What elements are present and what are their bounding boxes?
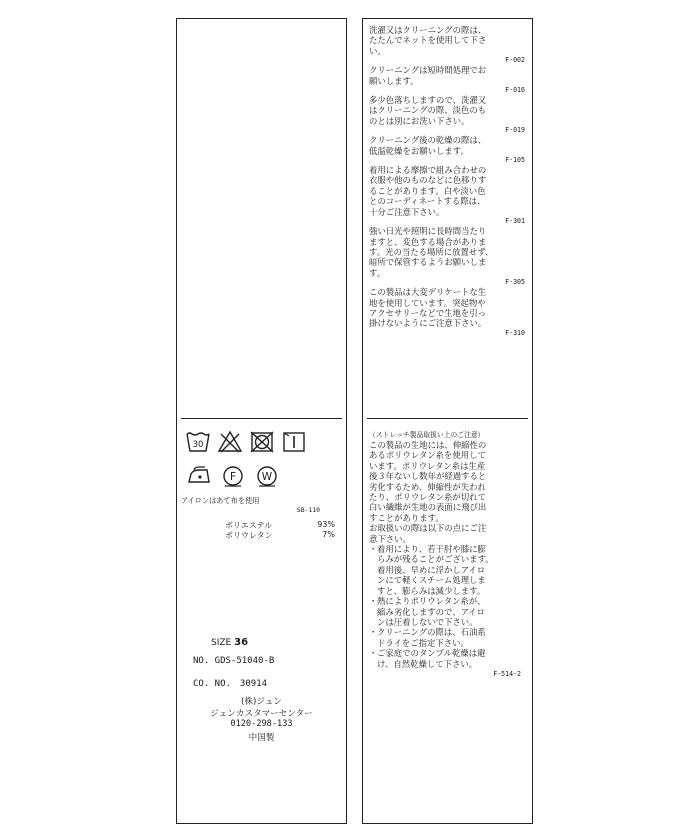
customer-center: ジュンカスタマーセンター [210, 709, 313, 719]
notice-line: 掛けないようにご注意下さい。 [369, 318, 487, 329]
bullet-dot [369, 565, 377, 575]
notice-line: 地を使用しています。突起物や [369, 297, 486, 308]
stretch-bullet-line [369, 586, 527, 596]
dry-clean-f-icon [219, 464, 247, 488]
stretch-notice-bullets [369, 544, 527, 669]
notice-line: 願いします。 [369, 75, 419, 86]
country-of-origin: 中国製 [248, 733, 275, 743]
notice-code: F-305 [505, 278, 525, 287]
fiber-percent: 93% [317, 520, 335, 529]
notice-line: クリーニングは短時間処理でお [369, 65, 487, 76]
fiber-name: ポリエステル [225, 521, 273, 530]
notice-line: アクセサリーなどで生地を引っ [369, 307, 486, 318]
notice-code: F-105 [505, 156, 525, 165]
notice-line: す。 [369, 267, 386, 278]
notice-line: 衣服や他のものなどに色移りす [369, 175, 487, 186]
bullet-dot: ・ [369, 648, 378, 659]
left-divider [181, 418, 342, 419]
bullet-text: らみが残ることがございます。 [377, 554, 494, 565]
stretch-notice-title: （ストレッチ製品取扱い上のご注意） [369, 431, 485, 439]
notice-line: 十分ご注意下さい。 [369, 206, 445, 217]
size-line [211, 637, 248, 648]
notice-block [369, 135, 525, 165]
notice-block [369, 226, 525, 287]
bullet-text: クリーニングの際は、石油系 [377, 627, 486, 638]
stretch-bullet-line [369, 544, 527, 554]
company-number: CO. NO. 30914 [193, 679, 268, 689]
notice-code: F-016 [505, 86, 525, 95]
stretch-bullet-line [369, 607, 527, 617]
iron-low-icon [185, 464, 213, 488]
bullet-dot: ・ [369, 596, 378, 607]
notice-block [369, 95, 525, 135]
bullet-text: ンにて軽くスチーム処理しま [377, 575, 486, 586]
stretch-bullet-line [369, 575, 527, 585]
bullet-text: すと、膨らみは減少します。 [377, 585, 486, 596]
notice-line: とのコーディネートする際は、 [369, 196, 486, 207]
bullet-dot [369, 575, 377, 585]
stretch-bullet-line [369, 565, 527, 575]
stretch-bullet-line [369, 627, 527, 637]
stretch-bullet-line [369, 596, 527, 606]
notice-line: のとは別にお洗い下さい。 [369, 115, 470, 126]
stretch-line: たり、ポリウレタン糸が切れて [369, 492, 486, 503]
notice-line: 強い日光や照明に長時間当たり [369, 226, 487, 237]
dry-clean-letter: F [229, 470, 237, 483]
stretch-line: あるポリウレタン糸を使用して [369, 450, 486, 461]
notice-code: F-002 [505, 56, 525, 65]
phone-number: 0120-298-133 [230, 719, 293, 729]
no-tumble-dry-icon [249, 430, 275, 454]
notice-line: クリーニング後の乾燥の際は、 [369, 135, 487, 146]
bullet-dot [369, 638, 377, 648]
bullet-dot [369, 617, 377, 627]
stretch-line: 意下さい。 [369, 533, 411, 544]
size-label: SIZE [211, 638, 232, 648]
stretch-bullet-line [369, 638, 527, 648]
stretch-notice-code: F-514-2 [493, 669, 521, 678]
care-code: SB-110 [296, 506, 320, 514]
wet-clean-letter: W [261, 471, 273, 483]
stretch-notice [369, 431, 527, 679]
stretch-line: います。ポリウレタン糸は生産 [369, 460, 486, 471]
stretch-bullet-line [369, 554, 527, 564]
wash-30-icon [185, 430, 211, 454]
notice-block [369, 165, 525, 226]
notice-line: 多少色落ちしますので、洗濯又 [369, 95, 487, 106]
fiber-row [225, 530, 335, 541]
bullet-dot [369, 586, 377, 596]
notice-line: 低温乾燥をお願いします。 [369, 145, 469, 156]
care-symbol-row-2 [185, 464, 287, 488]
size-value: 36 [234, 637, 249, 648]
notice-line: 洗濯又はクリーニングの際は、 [369, 25, 487, 35]
stretch-bullet-line [369, 659, 527, 669]
bullet-text: け、自然乾燥して下さい。 [377, 658, 478, 669]
notice-code: F-301 [505, 217, 525, 226]
notice-block [369, 287, 525, 338]
bullet-text: 着用後、早めに浮かしアイロ [377, 564, 486, 575]
product-number: NO. GDS-51040-B [193, 656, 275, 666]
line-dry-icon [281, 430, 307, 454]
stretch-line: すことがあります。 [369, 512, 444, 523]
notice-block [369, 65, 525, 95]
fiber-percent: 7% [322, 530, 335, 539]
bullet-text: 熱によりポリウレタン糸が、 [377, 596, 486, 607]
stretch-line: 白い繊維が生地の表面に飛び出 [369, 502, 487, 513]
right-care-label [362, 18, 533, 824]
notice-block [369, 25, 525, 65]
notice-code: F-019 [505, 126, 525, 135]
bullet-dot [369, 607, 377, 617]
notice-line: 暗所で保管するようお願いしま [369, 257, 487, 268]
stretch-line: 劣化するため、伸縮性が失われ [369, 481, 486, 492]
notice-line: たたんでネットを使用して下さ [369, 35, 487, 46]
wet-clean-w-icon [253, 464, 281, 488]
notice-line: ますと、変色する場合がありま [369, 236, 487, 247]
bullet-text: ンは圧着しないで下さい。 [377, 616, 478, 627]
stretch-line: お取扱いの際は以下の点にご注 [369, 523, 487, 534]
stretch-line: この製品の生地には、伸縮性の [369, 440, 487, 450]
wash-temp-text: 30 [192, 440, 204, 450]
iron-note: アイロンはあて布を使用 [181, 496, 260, 505]
notice-line: この製品は大変デリケートな生 [369, 287, 487, 298]
stretch-notice-body [369, 440, 527, 544]
bullet-text: ドライをご指定下さい。 [377, 637, 469, 648]
bullet-text: 縮み劣化しますので、アイロ [377, 606, 485, 617]
bullet-dot: ・ [369, 627, 378, 638]
bullet-text: 着用により、若干肘や膝に膨 [377, 544, 486, 555]
care-symbol-row-1 [185, 430, 313, 454]
bullet-dot [369, 554, 377, 564]
stretch-line: 後３年ないし数年が経過すると [369, 471, 487, 482]
notice-code: F-310 [505, 328, 525, 337]
notice-line: す。光の当たる場所に放置せず、 [369, 246, 494, 257]
fiber-name: ポリウレタン [225, 531, 273, 540]
right-divider [367, 418, 528, 419]
notice-line: はクリーニングの際、淡色のも [369, 105, 487, 116]
bullet-dot [369, 659, 377, 669]
left-care-label [176, 18, 347, 824]
notice-line: い。 [369, 45, 386, 56]
stretch-bullet-line [369, 617, 527, 627]
notice-line: ることがあります。白や淡い色 [369, 185, 486, 196]
bullet-text: ご家庭でのタンブル乾燥は避 [377, 648, 486, 659]
no-bleach-icon [217, 430, 243, 454]
care-notices [369, 25, 525, 338]
stretch-bullet-line [369, 648, 527, 658]
notice-line: 着用による摩擦で組み合わせの [369, 165, 487, 176]
company-name: (株)ジュン [241, 697, 282, 707]
bullet-dot: ・ [369, 544, 378, 555]
